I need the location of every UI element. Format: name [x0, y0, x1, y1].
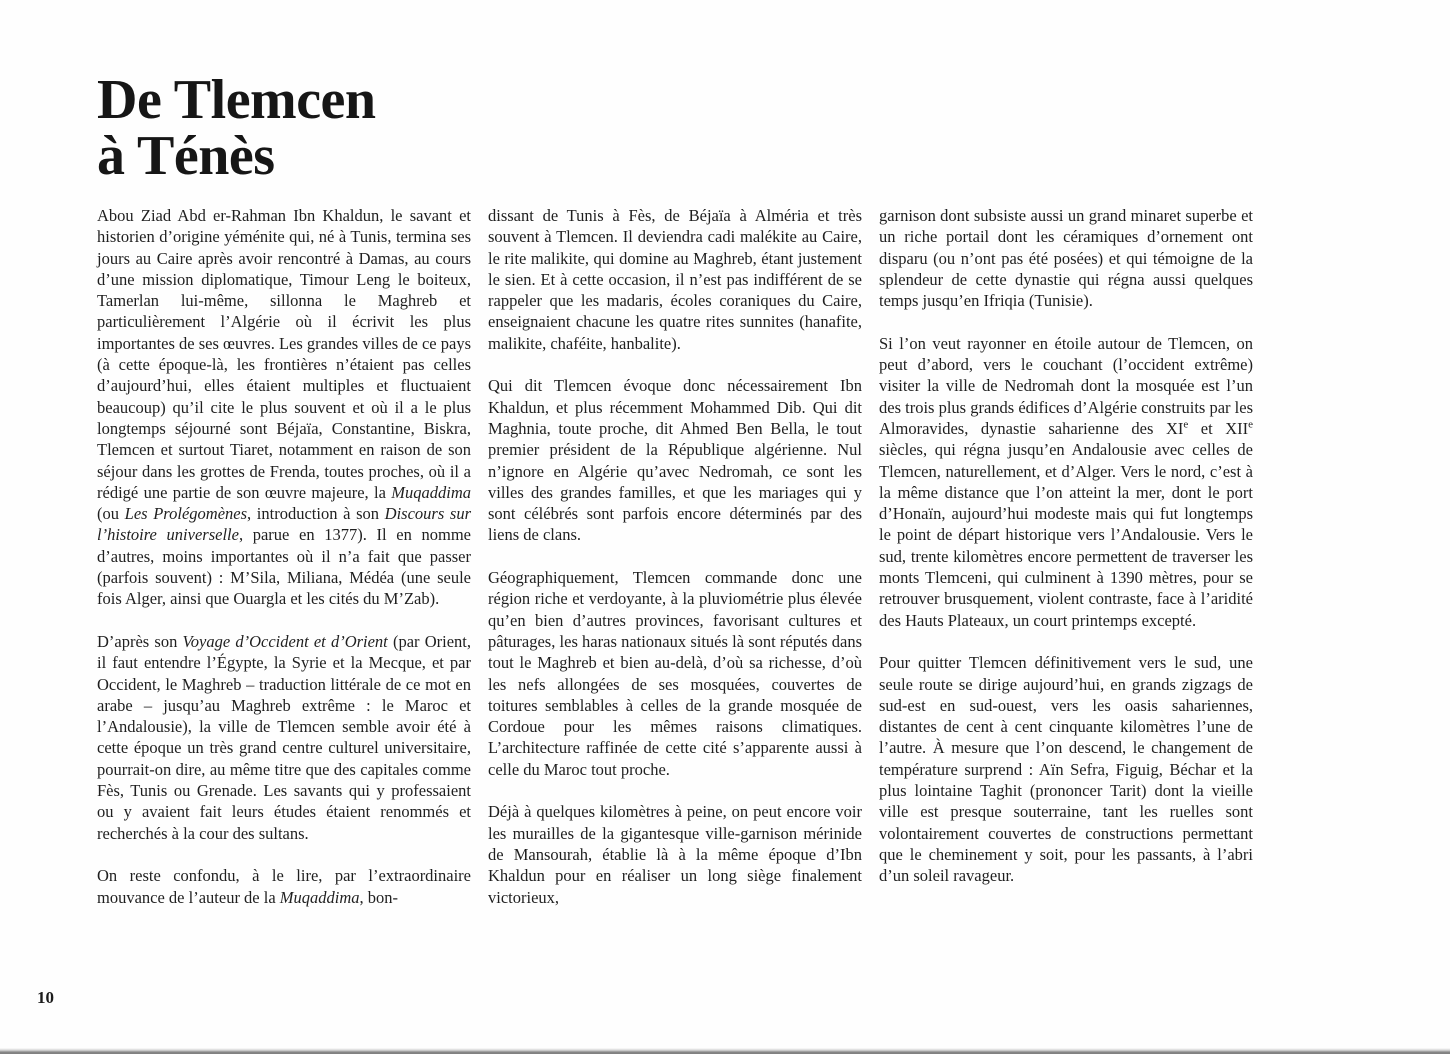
text-segment: e — [1248, 418, 1253, 431]
paragraph — [97, 865, 471, 908]
text-segment: e — [1183, 418, 1189, 431]
text-segment: (ou — [97, 504, 125, 524]
paragraph — [97, 205, 471, 610]
text-segment: D’après son — [97, 631, 183, 651]
text-segment: Qui dit Tlemcen évoque donc nécessairement Ibn Khaldun, et plus récemment Mohammed Dib. Qui dit Maghnia, toute proche, dit Ahmed Ben Bella, le tout premier président de la République algérienne. Nul n’ignore en Algérie qu’avec Nedromah, ce sont les villes des grandes familles, et que les mariages qui y sont célébrés sont parfois encore déterminés par des liens de clans. — [488, 376, 862, 545]
page-number: 10 — [37, 988, 54, 1007]
page-title-line-1: De Tlemcen — [97, 69, 376, 131]
paragraph — [488, 801, 862, 907]
paragraph — [879, 205, 1253, 311]
paragraph — [488, 375, 862, 545]
text-segment: Pour quitter Tlemcen définitivement vers le sud, une seule route se dirige aujourd’hui, en grands zigzags de sud-est en sud-ouest, vers les oasis sahariennes, distantes de cent à cent cinquante kilomètres l’une de l’autre. À mesure que l’on descend, le changement de température surprend : Aïn Sefra, Figuig, Béchar et la plus lointaine Taghit (prononcer Tarit) dont la vieille ville est presque souterraine, tant les ruelles sont volontairement couvertes de constructions permettant que le cheminement y soit, pour les passants, à l’abri d’un soleil ravageur. — [879, 653, 1253, 886]
text-segment: (par Orient, il faut entendre l’Égypte, la Syrie et la Mecque, et par Occident, le Maghreb – traduction littérale de ce mot en arabe – jusqu’au Maghreb extrême : le Maroc et l’Andalousie), la ville de Tlemcen semble avoir été à cette époque un très grand centre culturel universitaire, pourrait-on dire, au même titre que des capitales comme Fès, Tunis ou Grenade. Les savants qui y professaient ou y avaient fait leurs études étaient renommés et recherchés à la cour des sultans. — [97, 631, 471, 843]
text-segment: Muqaddima — [279, 887, 360, 907]
text-segment: Discours sur l’histoire universelle — [97, 504, 472, 545]
paragraph — [488, 567, 862, 780]
text-column — [879, 205, 1253, 887]
paragraph — [97, 631, 471, 844]
text-segment: , bon- — [359, 887, 399, 907]
text-segment: Géographiquement, Tlemcen commande donc une région riche et verdoyante, à la pluviométrie plus élevée qu’en bien d’autres provinces, favorisant cultures et pâturages, les haras nationaux situés là sont réputés dans tout le Maghreb et bien au-delà, d’où sa richesse, d’où les nefs allongées de ses mosquées, couvertes de toitures semblables à celles de la grande mosquée de Cordoue pour les mêmes raisons climatiques. L’architecture raffinée de cette cité s’apparente aussi à celle du Maroc tout proche. — [488, 568, 862, 779]
page-bottom-edge — [0, 1048, 1450, 1054]
page-title — [97, 69, 376, 187]
text-segment: siècles, qui régna jusqu’en Andalousie avec celles de Tlemcen, naturellement, et d’Alger. Vers le nord, c’est à la même distance que l’on atteint la mer, dont le port d’Honaïn, aujourd’hui modeste mais qui fut longtemps le point de départ historique vers l’Andalousie. Vers le sud, trente kilomètres encore permettent de traverser les monts Tlemceni, qui culminent à 1390 mètres, pour se retrouver brusquement, violent contraste, face à l’aridité des Hauts Plateaux, un court printemps excepté. — [879, 440, 1253, 630]
text-segment: Muqaddima — [391, 482, 471, 502]
text-column — [97, 205, 471, 908]
text-segment: Abou Ziad Abd er-Rahman Ibn Khaldun, le savant et historien d’origine yéménite qui, né à Tunis, termina ses jours au Caire après avoir rencontré à Damas, au cours d’une mission diplomatique, Timour Leng le boiteux, Tamerlan lui-même, sillonna le Maghreb et particulièrement l’Algérie où il écrivit les plus importantes de ses œuvres. Les grandes villes de ce pays (à cette époque-là, les frontières n’étaient pas celles d’aujourd’hui, elles étaient multiples et fluctuaient beaucoup) qu’il cite le plus souvent et où il a le plus longtemps séjourné sont Béjaïa, Constantine, Biskra, Tlemcen et surtout Tiaret, notamment en raison de son séjour dans les grottes de Frenda, toutes proches, où il a rédigé une partie de son œuvre majeure, la — [97, 206, 471, 502]
text-segment: et XII — [1188, 418, 1249, 438]
article-columns — [97, 205, 1254, 908]
text-column — [488, 205, 862, 908]
paragraph — [879, 333, 1253, 631]
paragraph — [488, 205, 862, 354]
text-segment: Voyage d’Occident et d’Orient — [182, 631, 388, 651]
text-segment: Si l’on veut rayonner en étoile autour de Tlemcen, on peut d’abord, vers le couchant (l’occident extrême) visiter la ville de Nedromah dont la mosquée est l’un des trois plus grands édifices d’Algérie construits par les Almoravides, dynastie saharienne des XI — [879, 333, 1253, 438]
text-segment: garnison dont subsiste aussi un grand minaret superbe et un riche portail dont les céramiques d’ornement ont disparu (ou n’ont pas été posées) et qui témoigne de la splendeur de cette dynastie qui régna aussi quelques temps jusqu’en Ifriqia (Tunisie). — [879, 206, 1253, 311]
text-segment: Déjà à quelques kilomètres à peine, on peut encore voir les murailles de la gigantesque ville-garnison mérinide de Mansourah, établie là à la même époque d’Ibn Khaldun pour en réaliser un long siège finalement victorieux, — [488, 802, 862, 907]
paragraph — [879, 652, 1253, 886]
text-segment: Les Prolégomènes — [124, 504, 248, 524]
text-segment: dissant de Tunis à Fès, de Béjaïa à Alméria et très souvent à Tlemcen. Il deviendra cadi malékite au Caire, le rite malikite, qui domine au Maghreb, étant justement le sien. Et à cette occasion, il n’est pas indifférent de se rappeler que les madaris, écoles coraniques du Caire, enseignaient chacune les quatre rites sunnites (hanafite, malikite, chaféite, hanbalite). — [488, 206, 862, 353]
text-segment: , parue en 1377). Il en nomme d’autres, moins importantes où il n’a fait que passer (parfois souvent) : M’Sila, Miliana, Médéa (une seule fois Alger, ainsi que Ouargla et les cités du M’Zab). — [97, 525, 471, 609]
text-segment: On reste confondu, à le lire, par l’extraordinaire mouvance de l’auteur de la — [97, 866, 471, 907]
text-segment: , introduction à son — [247, 504, 385, 524]
page-title-line-2: à Ténès — [97, 125, 275, 187]
